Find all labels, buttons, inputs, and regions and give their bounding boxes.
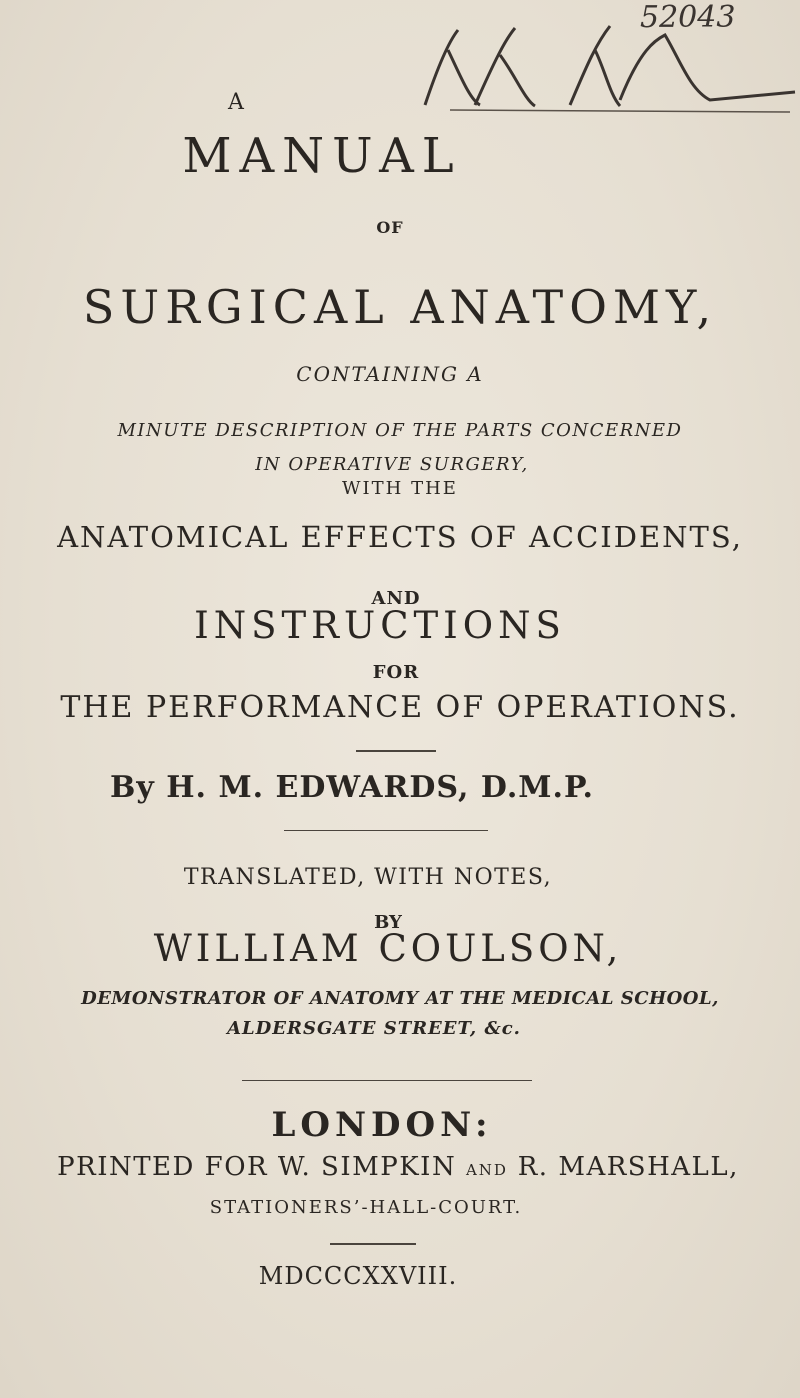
imprint-printers-a: PRINTED FOR W. SIMPKIN — [57, 1152, 466, 1182]
subtitle-minute-line1: MINUTE DESCRIPTION OF THE PARTS CONCERNED — [117, 420, 683, 441]
title-manual: MANUAL — [182, 128, 462, 184]
divider-before-imprint — [242, 1080, 532, 1081]
subtitle-for: FOR — [372, 662, 420, 683]
translator-name: WILLIAM COULSON, — [153, 927, 623, 970]
title-subject: SURGICAL ANATOMY, — [82, 280, 718, 334]
translator-role-line2: ALDERSGATE STREET, &c. — [227, 1018, 521, 1039]
divider-before-year — [330, 1243, 416, 1245]
translated-by: BY — [374, 912, 402, 933]
handwritten-signature — [420, 20, 800, 120]
subtitle-anatomical: ANATOMICAL EFFECTS OF ACCIDENTS, — [57, 520, 743, 554]
short-divider — [356, 750, 436, 752]
library-mark: 52043 — [640, 0, 736, 35]
subtitle-minute-line2: IN OPERATIVE SURGERY, — [255, 454, 529, 475]
imprint-address: STATIONERS’-HALL-COURT. — [209, 1197, 523, 1218]
translated-line: TRANSLATED, WITH NOTES, — [183, 865, 553, 890]
translator-role-line1: DEMONSTRATOR OF ANATOMY AT THE MEDICAL SCHOOL, — [81, 988, 719, 1009]
imprint-city: LONDON: — [271, 1105, 493, 1145]
imprint-year: MDCCCXXVIII. — [258, 1262, 458, 1290]
subtitle-with-the: WITH THE — [342, 478, 458, 499]
subtitle-containing: CONTAINING A — [296, 362, 484, 386]
title-article: A — [228, 90, 244, 115]
subtitle-and: AND — [371, 588, 421, 609]
subtitle-instructions: INSTRUCTIONS — [194, 604, 566, 647]
title-of: OF — [376, 218, 404, 237]
imprint-printers-b: R. MARSHALL, — [507, 1152, 739, 1182]
subtitle-performance: THE PERFORMANCE OF OPERATIONS. — [60, 690, 740, 725]
imprint-and: AND — [465, 1161, 508, 1179]
imprint-printers — [0, 1152, 798, 1182]
divider-after-author — [284, 830, 488, 831]
author-line: By H. M. EDWARDS, D.M.P. — [109, 770, 594, 805]
